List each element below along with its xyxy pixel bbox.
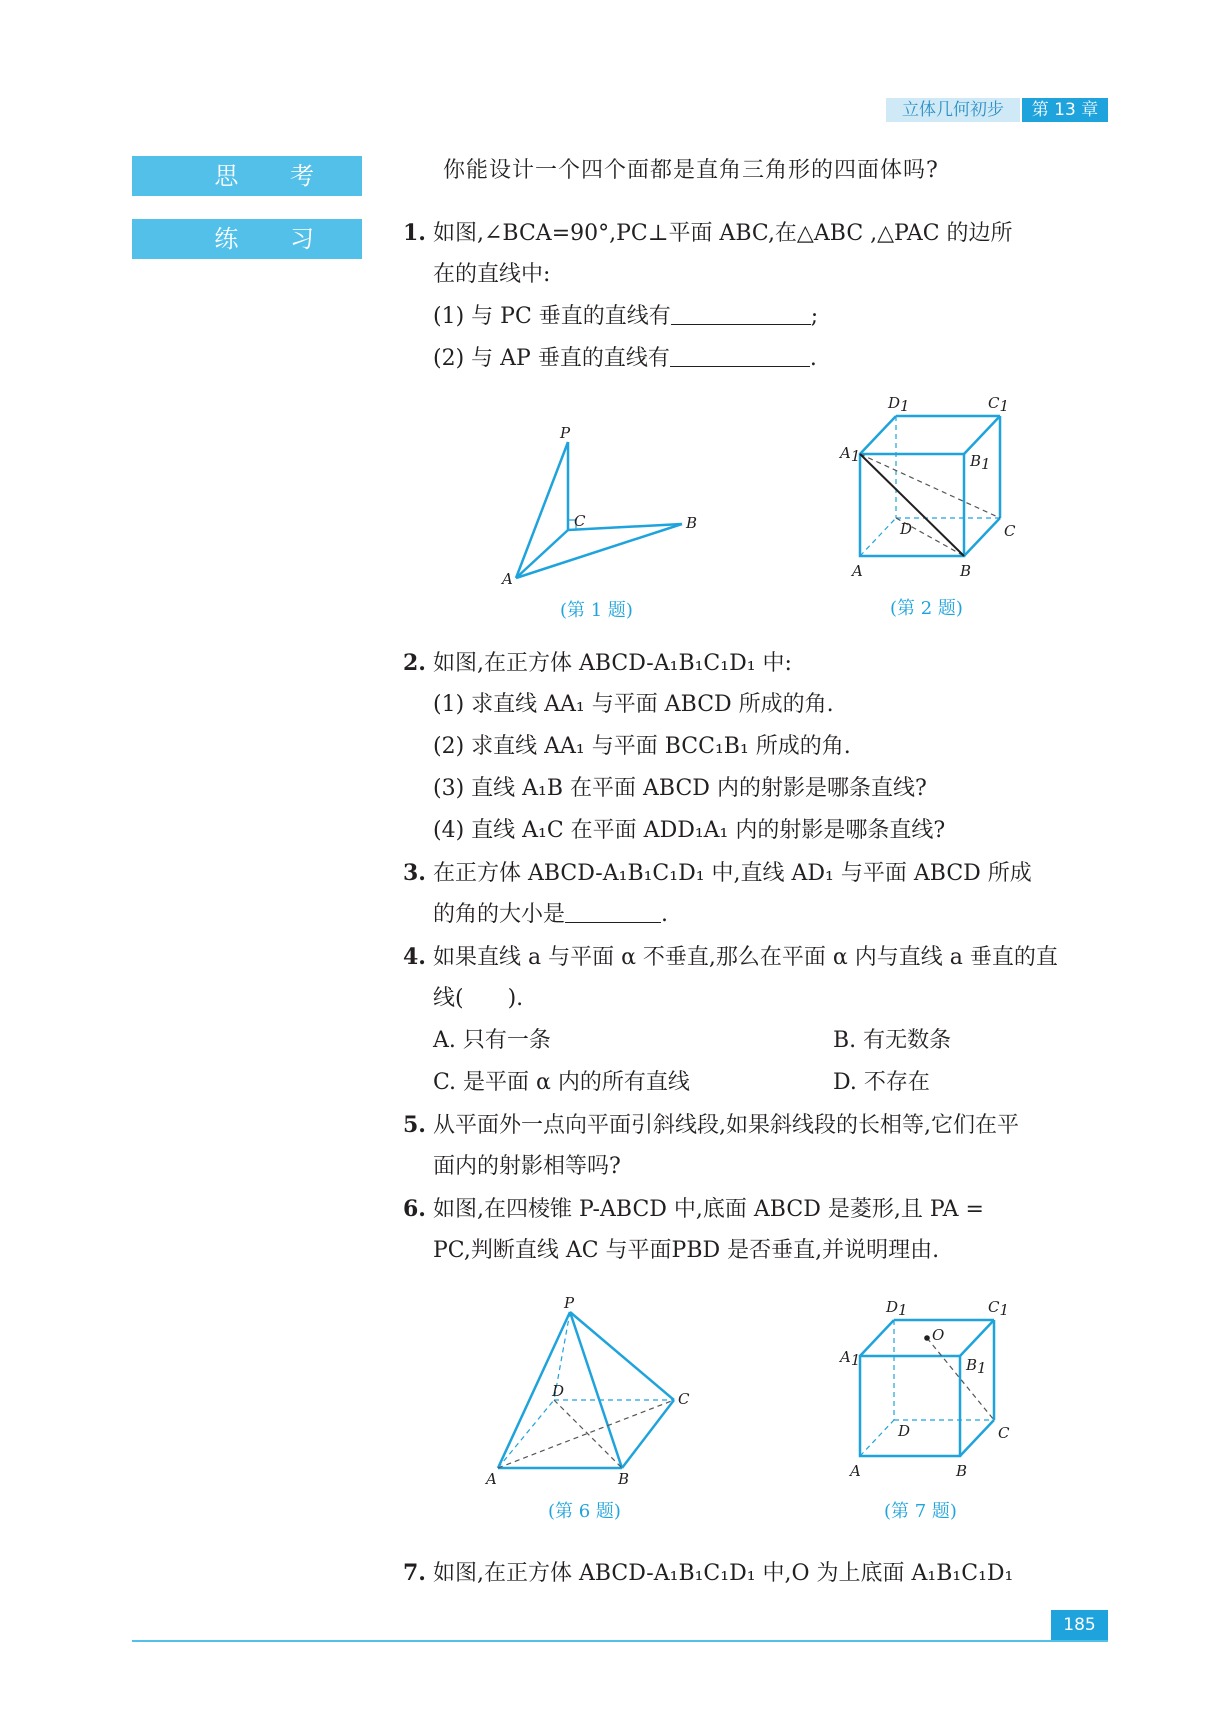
q4-line1 [403, 942, 1058, 973]
figure-1-diagram [490, 420, 710, 590]
label-B1: B1 [970, 452, 991, 473]
q1-line1 [403, 218, 1013, 249]
q1-sub1-text: (1) 与 PC 垂直的直线有 [433, 304, 671, 329]
q4-option-d: D. 不存在 [833, 1070, 930, 1095]
q6-line1 [403, 1194, 984, 1225]
label-A1: A1 [840, 444, 861, 465]
q1-line2: 在的直线中: [433, 262, 551, 287]
q6-line2: PC,判断直线 AC 与平面PBD 是否垂直,并说明理由. [433, 1238, 940, 1263]
label-B: B [686, 514, 698, 532]
label-C: C [1004, 522, 1016, 540]
label-A: A [852, 562, 863, 580]
footer-divider [132, 1640, 1108, 1642]
think-tag: 思 考 [132, 156, 362, 196]
q1-text: 如图,∠BCA=90°,PC⊥平面 ABC,在△ABC ,△PAC 的边所 [432, 221, 1013, 246]
label-A: A [486, 1470, 497, 1488]
label-B: B [960, 562, 972, 580]
q6-text: 如图,在四棱锥 P-ABCD 中,底面 ABCD 是菱形,且 PA = [432, 1197, 984, 1222]
label-B: B [618, 1470, 630, 1488]
q7-line1 [403, 1558, 1013, 1589]
label-C1: C1 [988, 1298, 1010, 1319]
figure-2-diagram [838, 390, 1038, 590]
q4-line2: 线( ). [433, 986, 524, 1011]
q3-line1 [403, 858, 1032, 889]
q2-sub4: (4) 直线 A₁C 在平面 ADD₁A₁ 内的射影是哪条直线? [433, 818, 946, 843]
q5-line1 [403, 1110, 1019, 1141]
label-O: O [932, 1326, 945, 1344]
q1-sub2-end: . [809, 346, 817, 371]
q5-line2: 面内的射影相等吗? [433, 1154, 621, 1179]
q2-text: 如图,在正方体 ABCD-A₁B₁C₁D₁ 中: [432, 651, 792, 676]
q6-number: 6. [403, 1196, 426, 1222]
q3-number: 3. [403, 860, 426, 886]
chapter-tab: 第 13 章 [1022, 98, 1108, 122]
q3-text: 在正方体 ABCD-A₁B₁C₁D₁ 中,直线 AD₁ 与平面 ABCD 所成 [432, 861, 1032, 886]
figure-7-caption: (第 7 题) [884, 1501, 957, 1522]
q1-sub2-text: (2) 与 AP 垂直的直线有 [433, 346, 670, 371]
think-question: 你能设计一个四个面都是直角三角形的四面体吗? [443, 158, 939, 183]
figure-1-caption: (第 1 题) [560, 600, 633, 621]
figure-7-diagram [836, 1290, 1036, 1490]
q5-text: 从平面外一点向平面引斜线段,如果斜线段的长相等,它们在平 [432, 1113, 1019, 1138]
label-D: D [900, 520, 913, 538]
practice-tag: 练 习 [132, 219, 362, 259]
q3-line2-text: 的角的大小是 [433, 902, 566, 927]
q4-text: 如果直线 a 与平面 α 不垂直,那么在平面 α 内与直线 a 垂直的直 [432, 945, 1058, 970]
figure-6-diagram [478, 1292, 708, 1492]
page-number: 185 [1051, 1610, 1108, 1640]
label-D1: D1 [888, 394, 910, 415]
label-D: D [552, 1382, 565, 1400]
q2-sub2: (2) 求直线 AA₁ 与平面 BCC₁B₁ 所成的角. [433, 734, 851, 759]
label-B: B [956, 1462, 968, 1480]
q1-sub2 [433, 344, 817, 374]
label-D1: D1 [886, 1298, 908, 1319]
point-O [924, 1335, 930, 1341]
label-C: C [998, 1424, 1010, 1442]
q5-number: 5. [403, 1112, 426, 1138]
label-P: P [560, 424, 571, 442]
q4-option-c: C. 是平面 α 内的所有直线 [433, 1070, 690, 1095]
label-D: D [898, 1422, 911, 1440]
label-C: C [574, 512, 586, 530]
section-title-tab: 立体几何初步 [886, 98, 1020, 122]
label-A: A [850, 1462, 861, 1480]
label-A1: A1 [840, 1348, 861, 1369]
q2-sub1: (1) 求直线 AA₁ 与平面 ABCD 所成的角. [433, 692, 834, 717]
label-P: P [564, 1294, 575, 1312]
q2-number: 2. [403, 650, 426, 676]
q2-line1 [403, 648, 792, 679]
q4-number: 4. [403, 944, 426, 970]
q1-number: 1. [403, 220, 426, 246]
q4-option-a: A. 只有一条 [433, 1028, 551, 1053]
label-A: A [502, 570, 513, 588]
figure-2-caption: (第 2 题) [890, 598, 963, 619]
label-C1: C1 [988, 394, 1010, 415]
q7-number: 7. [403, 1560, 426, 1586]
q3-line2-end: . [661, 902, 669, 927]
answer-blank[interactable] [670, 344, 810, 367]
q1-sub1 [433, 302, 818, 332]
figure-6-caption: (第 6 题) [548, 1501, 621, 1522]
q3-line2 [433, 900, 668, 930]
q4-option-b: B. 有无数条 [833, 1028, 952, 1053]
q7-text: 如图,在正方体 ABCD-A₁B₁C₁D₁ 中,O 为上底面 A₁B₁C₁D₁ [432, 1561, 1014, 1586]
label-B1: B1 [966, 1356, 987, 1377]
answer-blank[interactable] [565, 900, 661, 923]
q2-sub3: (3) 直线 A₁B 在平面 ABCD 内的射影是哪条直线? [433, 776, 927, 801]
answer-blank[interactable] [671, 302, 811, 325]
label-C: C [678, 1390, 690, 1408]
q1-sub1-end: ; [810, 304, 819, 329]
